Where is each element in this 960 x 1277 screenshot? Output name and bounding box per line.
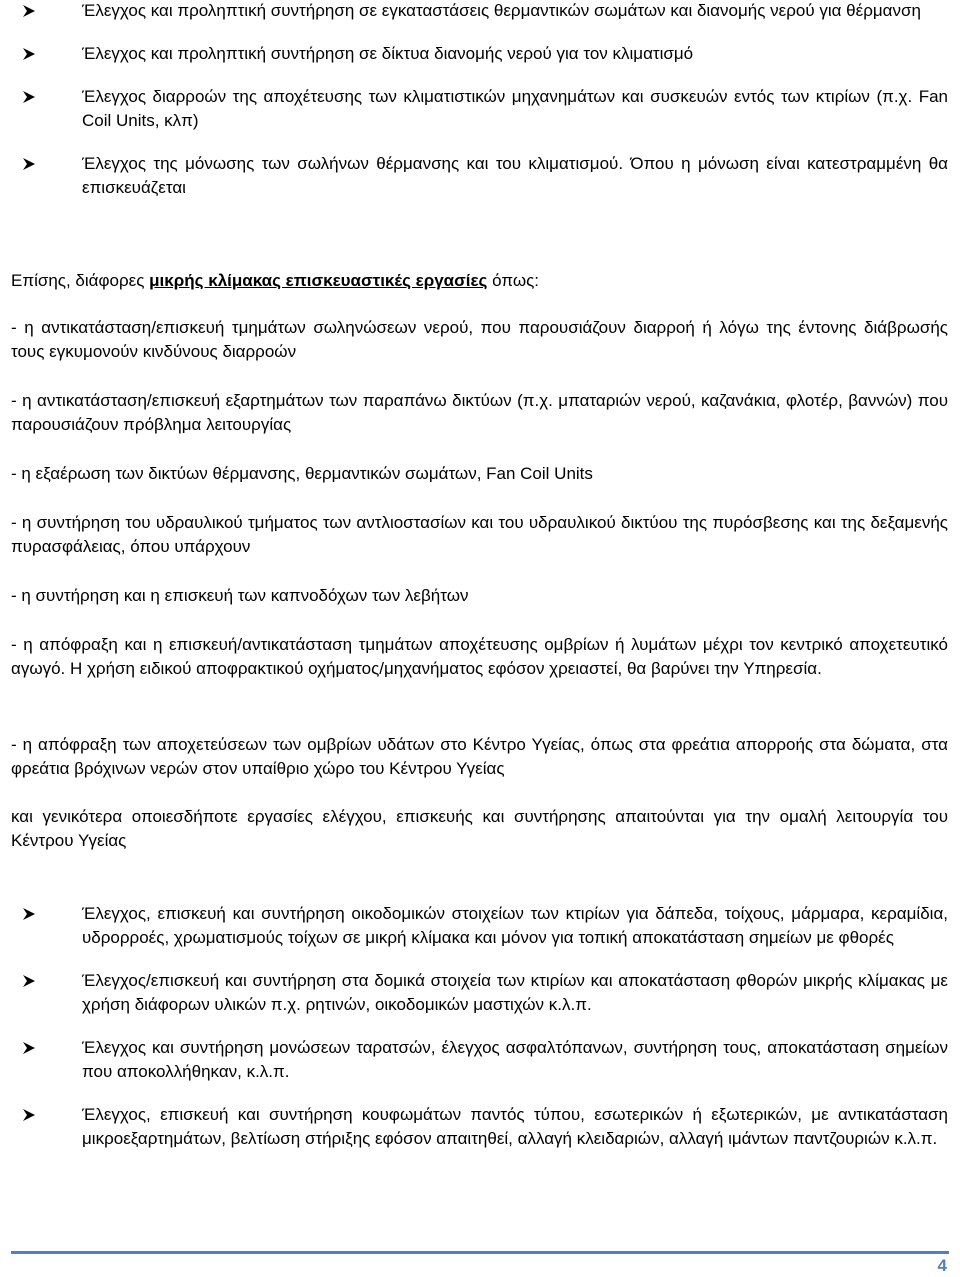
list-item	[22, 1036, 948, 1084]
list-item	[22, 902, 948, 950]
list-item	[22, 42, 948, 66]
list-item-text: Έλεγχος και προληπτική συντήρηση σε εγκαταστάσεις θερμαντικών σωμάτων και διανομής νερού για θέρμανση	[82, 1, 921, 20]
page-number: 4	[937, 1256, 947, 1275]
dash-item: - η απόφραξη και η επισκευή/αντικατάσταση τμημάτων αποχέτευσης ομβρίων ή λυμάτων μέχρι τον κεντρικό αποχετευτικό αγωγό. Η χρήση ειδικού αποφρακτικού οχήματος/μηχανήματος εφόσον χρειαστεί, θα βαρύνει την Υπηρεσία.	[11, 635, 948, 678]
intro-text-after: όπως:	[487, 271, 540, 290]
list-item-text: Έλεγχος της μόνωσης των σωλήνων θέρμανσης και του κλιματισμού. Όπου η μόνωση είναι κατεστραμμένη θα επισκευάζεται	[82, 154, 948, 197]
dash-item: - η αντικατάσταση/επισκευή τμημάτων σωληνώσεων νερού, που παρουσιάζουν διαρροή ή λόγω της έντονης διάβρωσής τους εγκυμονούν κινδύνους διαρροών	[11, 318, 948, 361]
arrow-bullet-icon	[22, 1036, 82, 1060]
dash-item: - η συντήρηση του υδραυλικού τμήματος των αντλιοστασίων και του υδραυλικού δικτύου της πυρόσβεσης και της δεξαμενής πυρασφάλειας, όπου υπάρχουν	[11, 513, 948, 556]
dash-item: - η συντήρηση και η επισκευή των καπνοδόχων των λεβήτων	[11, 586, 469, 605]
arrow-bullet-icon	[22, 0, 82, 23]
bullet-list-bottom	[22, 902, 948, 1170]
arrow-bullet-icon	[22, 42, 82, 66]
arrow-bullet-icon	[22, 152, 82, 176]
list-item-text: Έλεγχος, επισκευή και συντήρηση οικοδομικών στοιχείων των κτιρίων για δάπεδα, τοίχους, μάρμαρα, κεραμίδια, υδρορροές, χρωματισμούς τοίχων σε μικρή κλίμακα και μόνον για τοπική αποκατάσταση σημείων με φθορές	[82, 904, 948, 947]
dash-item: - η αντικατάσταση/επισκευή εξαρτημάτων των παραπάνω δικτύων (π.χ. μπαταριών νερού, καζανάκια, φλοτέρ, βαννών) που παρουσιάζουν πρόβλημα λειτουργίας	[11, 391, 948, 434]
list-item	[22, 85, 948, 133]
list-item-text: Έλεγχος διαρροών της αποχέτευσης των κλιματιστικών μηχανημάτων και συσκευών εντός των κτιρίων (π.χ. Fan Coil Units, κλπ)	[82, 87, 948, 130]
dash-item: - η εξαέρωση των δικτύων θέρμανσης, θερμαντικών σωμάτων, Fan Coil Units	[11, 464, 593, 483]
arrow-bullet-icon	[22, 969, 82, 993]
list-item	[22, 0, 948, 23]
footer-divider	[11, 1251, 949, 1254]
list-item-text: Έλεγχος και συντήρηση μονώσεων ταρατσών, έλεγχος ασφαλτόπανων, συντήρηση τους, αποκατάσταση σημείων που αποκολλήθηκαν, κ.λ.π.	[82, 1038, 948, 1081]
list-item-text: Έλεγχος/επισκευή και συντήρηση στα δομικά στοιχεία των κτιρίων και αποκατάσταση φθορών μικρής κλίμακας με χρήση διάφορων υλικών π.χ. ρητινών, οικοδομικών μαστιχών κ.λ.π.	[82, 971, 948, 1014]
list-item	[22, 969, 948, 1017]
list-item-text: Έλεγχος και προληπτική συντήρηση σε δίκτυα διανομής νερού για τον κλιματισμό	[82, 44, 694, 63]
arrow-bullet-icon	[22, 1103, 82, 1127]
bullet-list-top	[22, 0, 948, 219]
arrow-bullet-icon	[22, 85, 82, 109]
intro-paragraph	[11, 269, 948, 293]
list-item-text: Έλεγχος, επισκευή και συντήρηση κουφωμάτων παντός τύπου, εσωτερικών ή εξωτερικών, με αντικατάσταση μικροεξαρτημάτων, βελτίωση στήριξης εφόσον απαιτηθεί, αλλαγή κλειδαριών, αλλαγή ιμάντων παντζουριών κ.λ.π.	[82, 1105, 948, 1148]
dash-item: - η απόφραξη των αποχετεύσεων των ομβρίων υδάτων στο Κέντρο Υγείας, όπως στα φρεάτια απορροής στα δώματα, στα φρεάτια βρόχινων νερών στον υπαίθριο χώρο του Κέντρου Υγείας	[11, 735, 948, 778]
intro-emphasis: μικρής κλίμακας επισκευαστικές εργασίες	[149, 271, 488, 290]
closing-paragraph: και γενικότερα οποιεσδήποτε εργασίες ελέγχου, επισκευής και συντήρησης απαιτούνται για την ομαλή λειτουργία του Κέντρου Υγείας	[11, 807, 948, 850]
list-item	[22, 152, 948, 200]
arrow-bullet-icon	[22, 902, 82, 926]
list-item	[22, 1103, 948, 1151]
intro-text-before: Επίσης, διάφορες	[11, 271, 150, 290]
